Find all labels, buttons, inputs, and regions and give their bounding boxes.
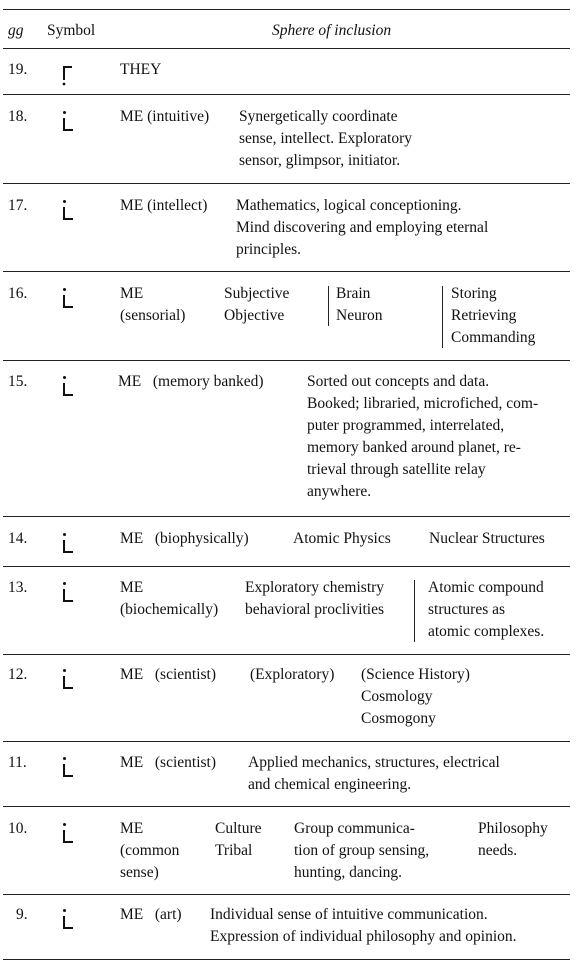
row-14-rule (3, 566, 570, 567)
dot-corner-mark-icon (62, 581, 76, 605)
row-12-label: ME (scientist) (120, 666, 216, 683)
row-18-label: ME (intuitive) (120, 108, 210, 125)
row-10-culture-tribal: Culture Tribal (215, 820, 262, 859)
row-14-label: ME (biophysically) (120, 530, 249, 547)
row-16-subjective-objective: Subjective Objective (224, 285, 290, 324)
row-9-label: ME (art) (120, 906, 182, 923)
row-10-group-communication: Group communica- tion of group sensing, hunting, dancing. (294, 820, 430, 881)
row-13-rule (3, 654, 570, 655)
row-11-label: ME (scientist) (120, 754, 216, 771)
row-10-rule (3, 894, 570, 895)
dot-corner-mark-icon (62, 822, 76, 846)
row-14-atomic-physics: Atomic Physics (293, 530, 391, 547)
row-18-number: 18. (8, 108, 28, 125)
row-13-atomic-compound: Atomic compound structures as atomic complexes. (428, 579, 545, 640)
row-13-number: 13. (8, 579, 28, 596)
row-13-label: ME (biochemically) (120, 579, 219, 618)
row-18-rule (3, 183, 570, 184)
row-11-description: Applied mechanics, structures, electrical and chemical engineering. (248, 754, 500, 793)
row-9-number: 9. (16, 906, 28, 923)
header-rule (3, 48, 570, 49)
row-15-rule (3, 516, 570, 517)
dot-corner-mark-icon (62, 908, 76, 932)
row-13-exploratory-chemistry: Exploratory chemistry behavioral proclivities (245, 579, 385, 618)
row-19-rule (3, 94, 570, 95)
row-15-number: 15. (8, 373, 28, 390)
row-16-divider-2 (442, 286, 443, 348)
row-19-label: THEY (120, 61, 162, 78)
row-16-label: ME (sensorial) (120, 285, 186, 324)
table-bottom-rule (3, 959, 570, 960)
row-14-nuclear-structures: Nuclear Structures (429, 530, 545, 547)
row-17-number: 17. (8, 197, 28, 214)
row-17-rule (3, 271, 570, 272)
row-10-philosophy-needs: Philosophy needs. (478, 820, 548, 859)
dot-corner-mark-icon (62, 375, 76, 399)
row-17-description: Mathematics, logical conceptioning. Mind discovering and employing eternal principles. (236, 197, 489, 258)
row-17-label: ME (intellect) (120, 197, 208, 214)
row-11-number: 11. (8, 754, 27, 771)
row-11-rule (3, 806, 570, 807)
row-16-rule (3, 360, 570, 361)
dot-corner-mark-icon (62, 199, 76, 223)
dot-corner-mark-icon (62, 287, 76, 311)
row-15-label: ME (memory banked) (118, 373, 264, 390)
row-14-number: 14. (8, 530, 28, 547)
row-10-label: ME (common sense) (120, 820, 180, 881)
row-13-divider (414, 580, 415, 642)
row-19-number: 19. (8, 61, 28, 78)
row-10-number: 10. (8, 820, 28, 837)
header-gg: gg (8, 22, 24, 39)
row-16-storing-list: Storing Retrieving Commanding (451, 285, 536, 346)
row-9-description: Individual sense of intuitive communication. Expression of individual philosophy and opinion. (210, 906, 517, 945)
row-12-science-history: (Science History) Cosmology Cosmogony (361, 666, 470, 727)
header-sphere: Sphere of inclusion (272, 22, 392, 39)
dot-corner-mark-icon (62, 756, 76, 780)
row-12-number: 12. (8, 666, 28, 683)
row-15-description: Sorted out concepts and data. Booked; libraried, microfiched, com- puter programmed, interrelated, memory banked around planet, re- trieval through satellite relay anywhere. (307, 373, 539, 500)
row-18-description: Synergetically coordinate sense, intellect. Exploratory sensor, glimpsor, initiator. (239, 108, 413, 169)
dot-corner-mark-icon (62, 668, 76, 692)
row-12-rule (3, 741, 570, 742)
row-16-divider-1 (328, 286, 329, 326)
dot-corner-mark-icon (62, 110, 76, 134)
row-16-number: 16. (8, 285, 28, 302)
top-corner-mark-icon (62, 62, 76, 86)
row-16-brain-neuron: Brain Neuron (336, 285, 383, 324)
dot-corner-mark-icon (62, 532, 76, 556)
row-12-exploratory: (Exploratory) (250, 666, 335, 683)
table-top-rule (3, 9, 570, 10)
header-symbol: Symbol (47, 22, 96, 39)
